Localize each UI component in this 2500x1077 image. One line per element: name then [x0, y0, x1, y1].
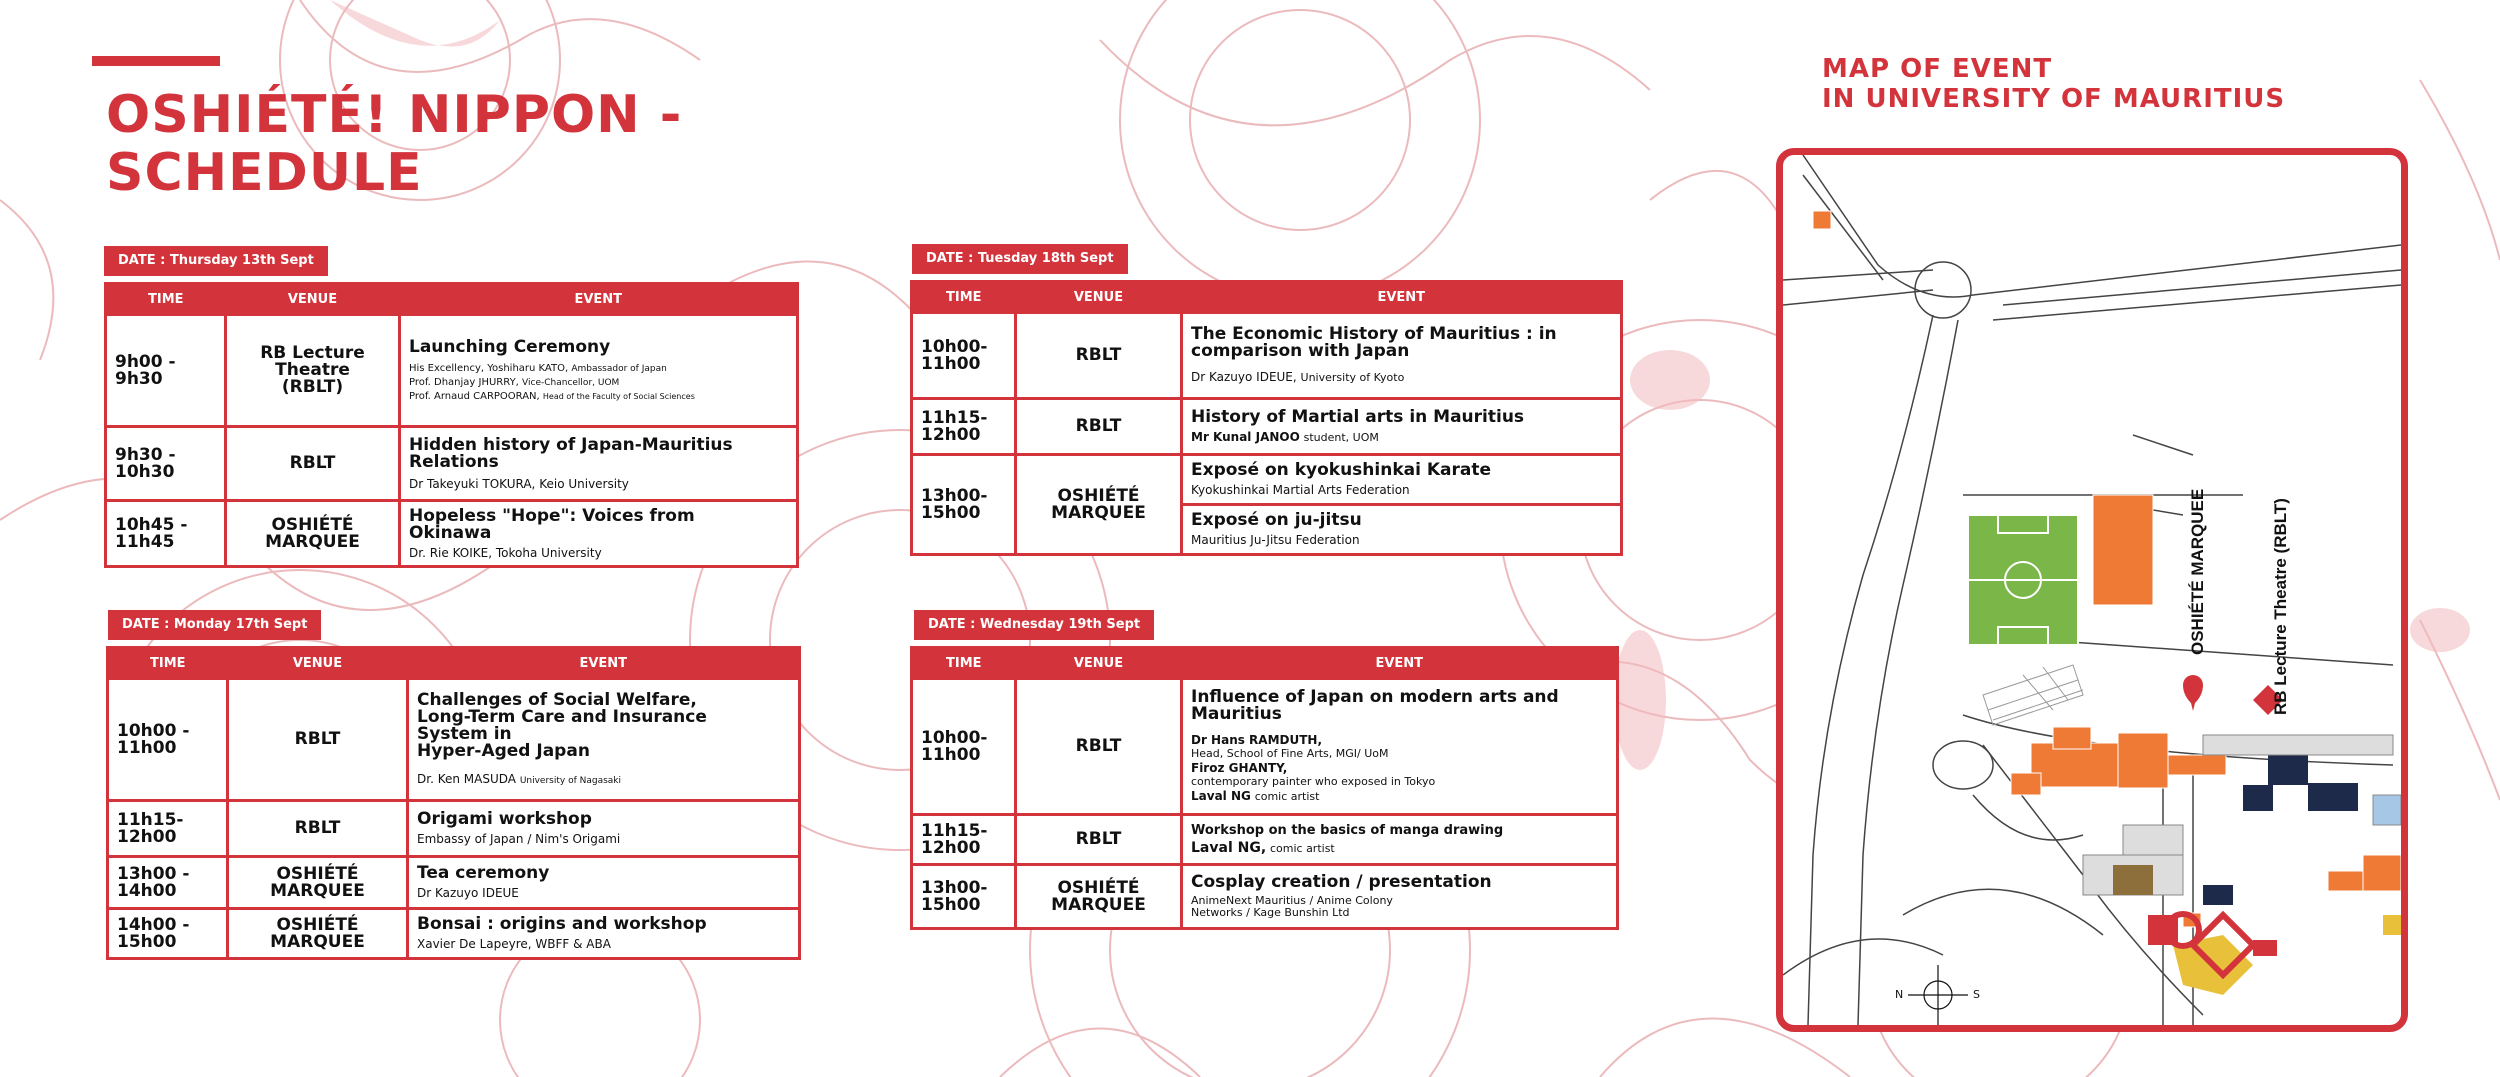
venue-cell: RBLT [228, 801, 408, 857]
table-header: TIME VENUE EVENT [106, 284, 798, 315]
venue-cell: OSHIÉTÉ MARQUEE [228, 857, 408, 909]
time-cell: 11h15- 12h00 [912, 399, 1016, 455]
map-title: MAP OF EVENT IN UNIVERSITY OF MAURITIUS [1822, 54, 2286, 114]
table-row [912, 455, 1622, 505]
venue-cell: RBLT [1016, 399, 1182, 455]
event-cell: Cosplay creation / presentation AnimeNext Mauritius / Anime Colony Networks / Kage Bunshin Ltd [1182, 865, 1618, 929]
table-header: TIME VENUE EVENT [912, 648, 1618, 679]
time-cell: 11h15- 12h00 [108, 801, 228, 857]
table-row [912, 313, 1622, 399]
venue-cell: RBLT [1016, 815, 1182, 865]
title-accent-bar [92, 56, 220, 66]
venue-cell: OSHIÉTÉ MARQUEE [226, 501, 400, 567]
time-cell: 13h00 - 14h00 [108, 857, 228, 909]
venue-cell: RBLT [226, 427, 400, 501]
time-cell: 9h30 - 10h30 [106, 427, 226, 501]
venue-cell: RB Lecture Theatre (RBLT) [226, 315, 400, 427]
table-row [108, 909, 800, 959]
venue-cell: OSHIÉTÉ MARQUEE [1016, 865, 1182, 929]
time-cell: 10h00- 11h00 [912, 313, 1016, 399]
time-cell: 10h00- 11h00 [912, 679, 1016, 815]
schedule-table-thursday [104, 282, 799, 568]
event-cell: Influence of Japan on modern arts and Mauritius Dr Hans RAMDUTH, Head, School of Fine Arts, MGI/ UoM Firoz GHANTY, contemporary painter who exposed in Tokyo Laval NG comic artist [1182, 679, 1618, 815]
event-cell: Exposé on kyokushinkai Karate Kyokushinkai Martial Arts Federation [1182, 455, 1622, 505]
schedule-table-tuesday [910, 280, 1623, 556]
compass-north-label: N [1895, 988, 1904, 1001]
event-cell: Tea ceremony Dr Kazuyo IDEUE [408, 857, 800, 909]
venue-cell: OSHIÉTÉ MARQUEE [228, 909, 408, 959]
table-row [108, 679, 800, 801]
table-row [108, 857, 800, 909]
venue-cell: RBLT [228, 679, 408, 801]
event-cell: Launching Ceremony His Excellency, Yoshiharu KATO, Ambassador of Japan Prof. Dhanjay JHURRY, Vice-Chancellor, UOM Prof. Arnaud CARPOORAN, Head of the Faculty of Social Sciences [400, 315, 798, 427]
time-cell: 10h45 - 11h45 [106, 501, 226, 567]
map-drawing [1783, 155, 2401, 1025]
map-label-rblt: RB Lecture Theatre (RBLT) [2271, 498, 2290, 715]
table-row [912, 865, 1618, 929]
event-cell: Workshop on the basics of manga drawing Laval NG, comic artist [1182, 815, 1618, 865]
time-cell: 10h00 - 11h00 [108, 679, 228, 801]
time-cell: 11h15- 12h00 [912, 815, 1016, 865]
event-cell: History of Martial arts in Mauritius Mr Kunal JANOO student, UOM [1182, 399, 1622, 455]
date-label-thursday: DATE : Thursday 13th Sept [104, 246, 328, 276]
table-row [106, 501, 798, 567]
date-label-monday: DATE : Monday 17th Sept [108, 610, 321, 640]
event-cell: Exposé on ju-jitsu Mauritius Ju-Jitsu Federation [1182, 505, 1622, 555]
venue-cell: RBLT [1016, 313, 1182, 399]
page-title: OSHIÉTÉ! NIPPON - SCHEDULE [106, 85, 683, 203]
table-header: TIME VENUE EVENT [108, 648, 800, 679]
time-cell: 13h00- 15h00 [912, 865, 1016, 929]
compass-icon [1908, 965, 1968, 1025]
time-cell: 13h00- 15h00 [912, 455, 1016, 555]
table-row [106, 315, 798, 427]
marquee-marker-icon [2183, 675, 2203, 711]
event-cell: Hopeless "Hope": Voices from Okinawa Dr. Rie KOIKE, Tokoha University [400, 501, 798, 567]
event-cell: Challenges of Social Welfare, Long-Term Care and Insurance System in Hyper-Aged Japan Dr. Ken MASUDA University of Nagasaki [408, 679, 800, 801]
event-cell: The Economic History of Mauritius : in comparison with Japan Dr Kazuyo IDEUE, University of Kyoto [1182, 313, 1622, 399]
campus-map [1776, 148, 2408, 1032]
venue-cell: RBLT [1016, 679, 1182, 815]
table-header: TIME VENUE EVENT [912, 282, 1622, 313]
event-cell: Bonsai : origins and workshop Xavier De Lapeyre, WBFF & ABA [408, 909, 800, 959]
schedule-table-wednesday [910, 646, 1619, 930]
date-label-wednesday: DATE : Wednesday 19th Sept [914, 610, 1154, 640]
time-cell: 9h00 - 9h30 [106, 315, 226, 427]
venue-cell: OSHIÉTÉ MARQUEE [1016, 455, 1182, 555]
map-label-marquee: OSHIÉTÉ MARQUEE [2188, 488, 2207, 655]
compass-south-label: S [1973, 988, 1980, 1001]
event-cell: Hidden history of Japan-Mauritius Relations Dr Takeyuki TOKURA, Keio University [400, 427, 798, 501]
table-row [912, 679, 1618, 815]
event-cell: Origami workshop Embassy of Japan / Nim's Origami [408, 801, 800, 857]
table-row [912, 399, 1622, 455]
table-row [106, 427, 798, 501]
table-row [912, 815, 1618, 865]
date-label-tuesday: DATE : Tuesday 18th Sept [912, 244, 1128, 274]
time-cell: 14h00 - 15h00 [108, 909, 228, 959]
table-row [108, 801, 800, 857]
schedule-table-monday [106, 646, 801, 960]
